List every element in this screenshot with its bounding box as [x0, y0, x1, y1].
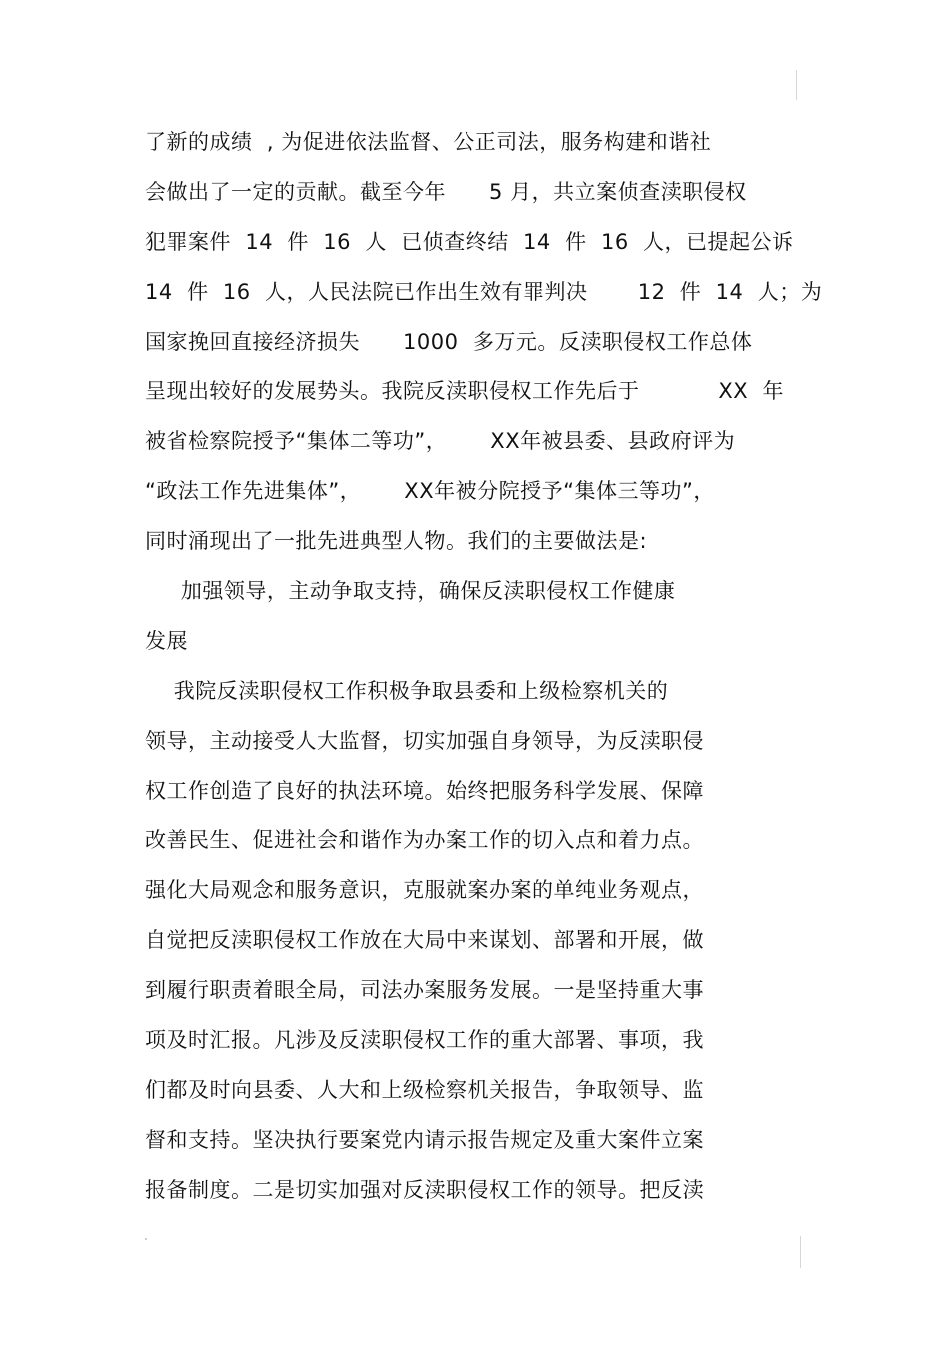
text-line: 我院反渎职侵权工作积极争取县委和上级检察机关的	[145, 679, 669, 703]
text-line: 领导，主动接受人大监督，切实加强自身领导，为反渎职侵	[145, 729, 704, 753]
text-line: 自觉把反渎职侵权工作放在大局中来谋划、部署和开展，做	[145, 928, 704, 952]
text-line: 报备制度。二是切实加强对反渎职侵权工作的领导。把反渎	[145, 1178, 704, 1202]
text-line: 被省检察院授予“集体二等功”， XX年被县委、县政府评为	[145, 429, 736, 453]
text-line: 们都及时向县委、人大和上级检察机关报告，争取领导、监	[145, 1078, 704, 1102]
text-line: 改善民生、促进社会和谐作为办案工作的切入点和着力点。	[145, 828, 704, 852]
section-heading-line: 发展	[145, 629, 188, 653]
text-line: “政法工作先进集体”， XX年被分院授予“集体三等功”，	[145, 479, 715, 503]
text-line: 强化大局观念和服务意识，克服就案办案的单纯业务观点，	[145, 878, 704, 902]
bottom-dot-mark	[145, 1238, 147, 1240]
text-line: 呈现出较好的发展势头。我院反渎职侵权工作先后于 XX 年	[145, 379, 785, 403]
text-line: 同时涌现出了一批先进典型人物。我们的主要做法是:	[145, 529, 648, 553]
text-line: 犯罪案件 14 件 16 人 已侦查终结 14 件 16 人，已提起公诉	[145, 230, 794, 254]
text-line: 项及时汇报。凡涉及反渎职侵权工作的重大部署、事项，我	[145, 1028, 704, 1052]
top-margin-mark	[796, 70, 797, 100]
section-heading-line: 加强领导，主动争取支持，确保反渎职侵权工作健康	[145, 579, 676, 603]
text-line: 会做出了一定的贡献。截至今年 5 月，共立案侦查渎职侵权	[145, 180, 747, 204]
text-line: 权工作创造了良好的执法环境。始终把服务科学发展、保障	[145, 779, 704, 803]
text-line: 国家挽回直接经济损失 1000 多万元。反渎职侵权工作总体	[145, 330, 753, 354]
text-line: 督和支持。坚决执行要案党内请示报告规定及重大案件立案	[145, 1128, 704, 1152]
text-line: 到履行职责着眼全局，司法办案服务发展。一是坚持重大事	[145, 978, 704, 1002]
bottom-margin-mark	[800, 1236, 801, 1268]
text-line: 14 件 16 人，人民法院已作出生效有罪判决 12 件 14 人；为	[145, 280, 823, 304]
text-line: 了新的成绩 , 为促进依法监督、公正司法，服务构建和谐社	[145, 130, 712, 154]
